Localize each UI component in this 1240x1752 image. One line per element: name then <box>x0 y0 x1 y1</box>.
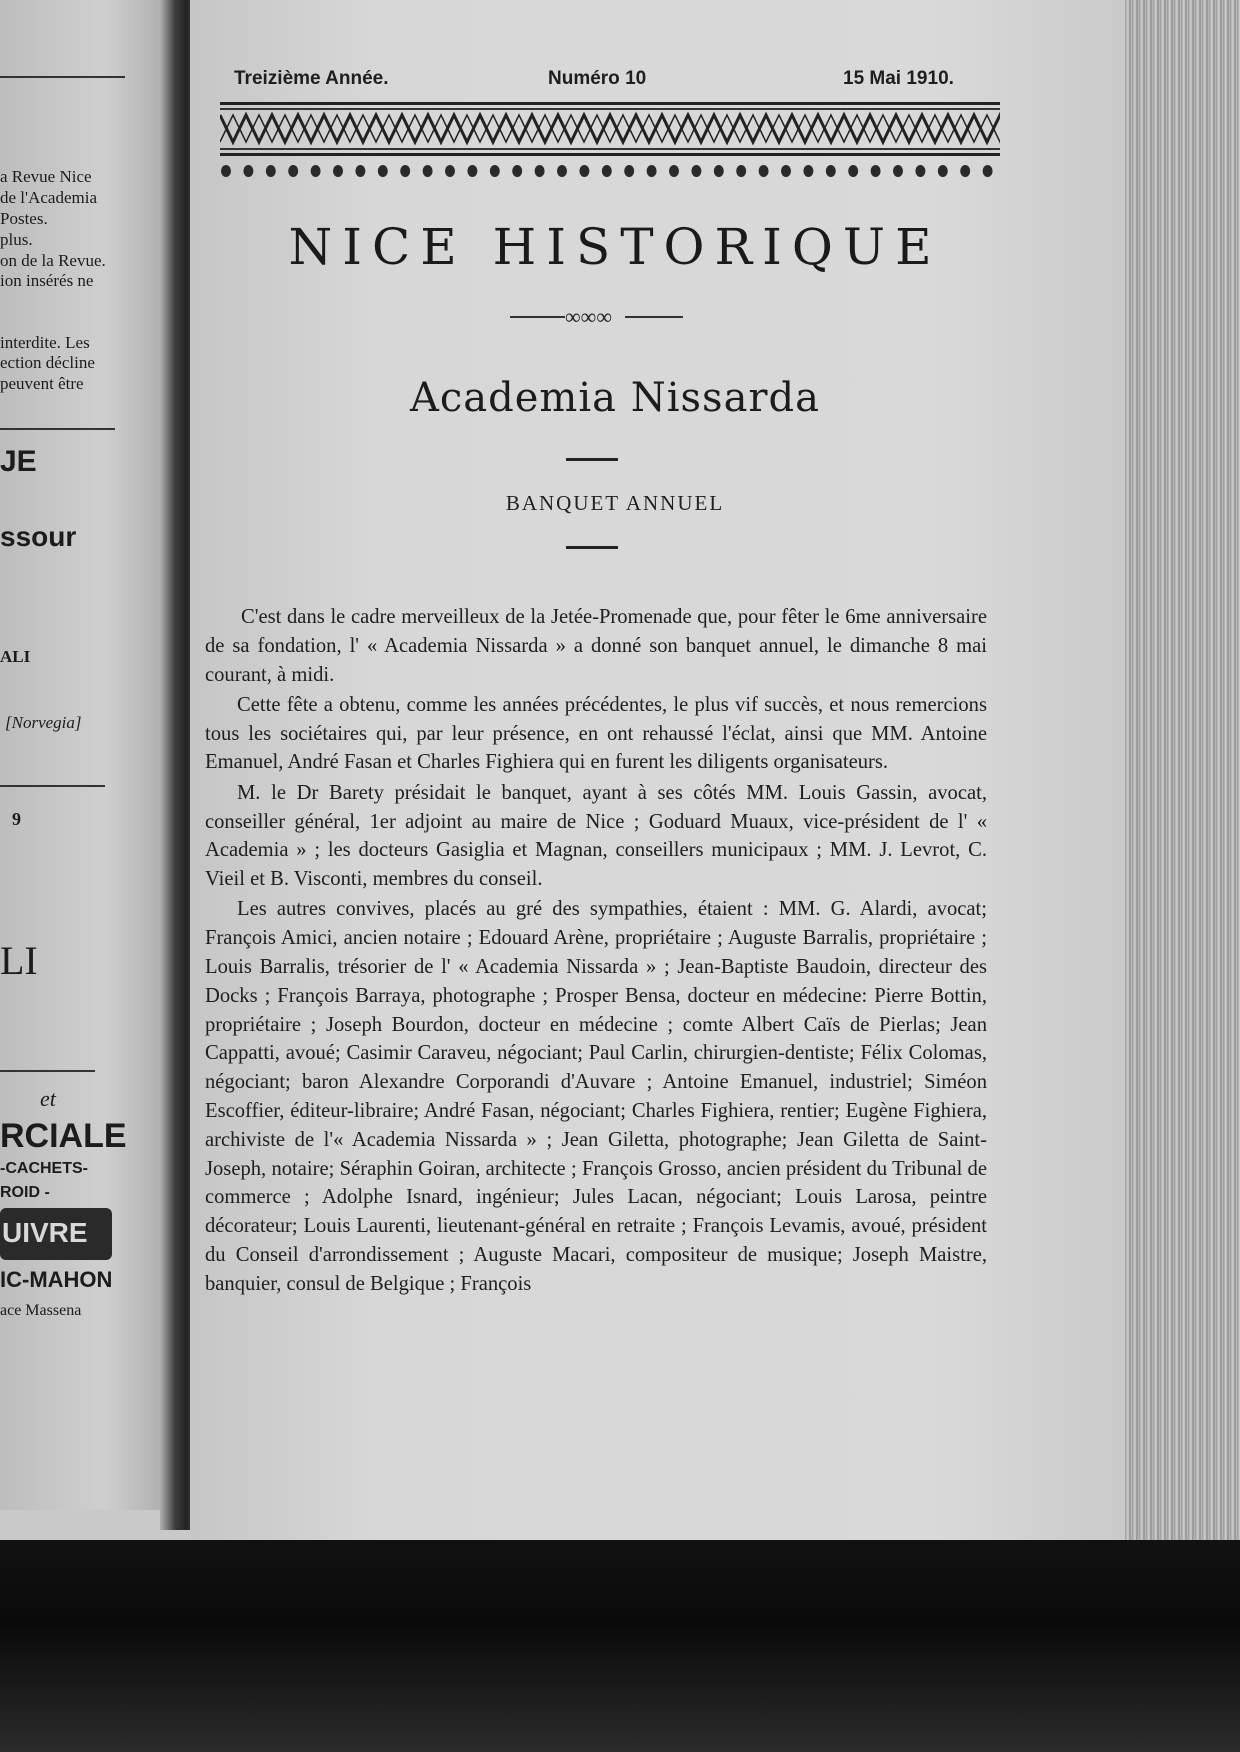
facing-line: plus. <box>0 230 33 249</box>
facing-fragment: LI <box>0 938 38 983</box>
scan-shadow <box>0 1540 1240 1752</box>
decorative-band <box>220 100 1000 184</box>
facing-line: ection décline <box>0 353 95 372</box>
paragraph: M. le Dr Barety présidait le banquet, ayant à ses côtés MM. Louis Gassin, avocat, conseiller général, 1er adjoint au maire de Nice ; Goduard Muaux, vice-président de l' « Academia » ; les docteurs Gasiglia et Magnan, conseillers municipaux ; MM. J. Levrot, C. Vieil et B. Visconti, membres du conseil. <box>205 781 987 891</box>
article-body <box>205 603 987 1299</box>
facing-page-fragment <box>0 0 175 1510</box>
journal-masthead: NICE HISTORIQUE <box>288 218 942 276</box>
header-date: 15 Mai 1910. <box>843 68 954 89</box>
facing-line: on de la Revue. <box>0 251 106 270</box>
page-edges <box>1125 0 1240 1570</box>
facing-fragment: ssour <box>0 521 77 552</box>
facing-fragment: ALI <box>0 647 31 666</box>
ornament-rule <box>510 316 565 318</box>
facing-rule <box>0 76 125 78</box>
facing-line: a Revue Nice <box>0 167 92 186</box>
facing-fragment: -CACHETS- <box>0 1160 88 1177</box>
article-subtitle: BANQUET ANNUEL <box>505 491 725 515</box>
facing-fragment: IC-MAHON <box>0 1267 113 1292</box>
facing-fragment: JE <box>0 445 37 478</box>
facing-fragment: ace Massena <box>0 1302 82 1319</box>
facing-fragment: RCIALE <box>0 1117 127 1155</box>
paragraph: C'est dans le cadre merveilleux de la Jetée-Promenade que, pour fêter le 6me anniversaire de sa fondation, l' « Academia Nissarda » a donné son banquet annuel, le dimanche 8 mai courant, à midi. <box>205 606 987 686</box>
facing-line: peuvent être <box>0 374 84 393</box>
facing-fragment: UIVRE <box>2 1217 88 1248</box>
facing-fragment: et <box>40 1086 56 1111</box>
facing-rule <box>0 785 105 787</box>
facing-rule <box>0 428 115 430</box>
facing-line: ion insérés ne <box>0 271 94 290</box>
facing-line: de l'Academia <box>0 188 97 207</box>
header-year: Treizième Année. <box>234 68 389 89</box>
subtitle-rule <box>566 546 618 549</box>
ornament-rule <box>625 316 683 318</box>
title-rule <box>566 458 618 461</box>
header-issue: Numéro 10 <box>548 68 647 89</box>
paragraph: Cette fête a obtenu, comme les années précédentes, le plus vif succès, et nous remercions tous les sociétaires qui, par leur présence, en ont rehaussé l'éclat, ainsi que MM. Antoine Emanuel, André Fasan et Charles Fighiera qui en furent les diligents organisateurs. <box>205 693 987 774</box>
facing-fragment: ROID - <box>0 1184 50 1201</box>
facing-fragment: [Norvegia] <box>5 713 82 732</box>
article-title: Academia Nissarda <box>410 375 820 421</box>
facing-line: Postes. <box>0 209 48 228</box>
ornament-flourish: ∞∞∞ <box>565 304 613 329</box>
facing-line: interdite. Les <box>0 333 90 352</box>
facing-fragment: 9 <box>12 809 21 829</box>
facing-rule <box>0 1070 95 1072</box>
paragraph: Les autres convives, placés au gré des sympathies, étaient : MM. G. Alardi, avocat; François Amici, ancien notaire ; Edouard Arène, propriétaire ; Auguste Barralis, propriétaire ; Louis Barralis, trésorier de l' « Academia Nissarda » ; Jean-Baptiste Baudoin, directeur des Docks ; François Barraya, photographe ; Prosper Bensa, docteur en médecine: Pierre Bottin, propriétaire ; Joseph Bourdon, docteur en médecine ; comte Albert Caïs de Pierlas; Jean Cappatti, avoué; Casimir Caraveu, négociant; Paul Carlin, chirurgien-dentiste; Félix Colomas, négociant; baron Alexandre Corporandi d'Auvare ; Antoine Emanuel, industriel; Siméon Escoffier, éditeur-libraire; André Fasan, négociant; Charles Fighiera, rentier; Eugène Fighiera, archiviste de l'« Academia Nissarda » ; Jean Giletta, photographe; Jean Giletta de Saint-Joseph, notaire; Séraphin Goiran, architecte ; François Grosso, ancien président du Tribunal de commerce ; Adolphe Isnard, ingénieur; Jules Lacan, négociant; Louis Larosa, peintre décorateur; Louis Laurenti, lieutenant-général en retraite ; François Levamis, avoué, président du Conseil d'arrondissement ; Auguste Macari, compositeur de musique; Joseph Maistre, banquier, consul de Belgique ; François <box>205 898 987 1295</box>
